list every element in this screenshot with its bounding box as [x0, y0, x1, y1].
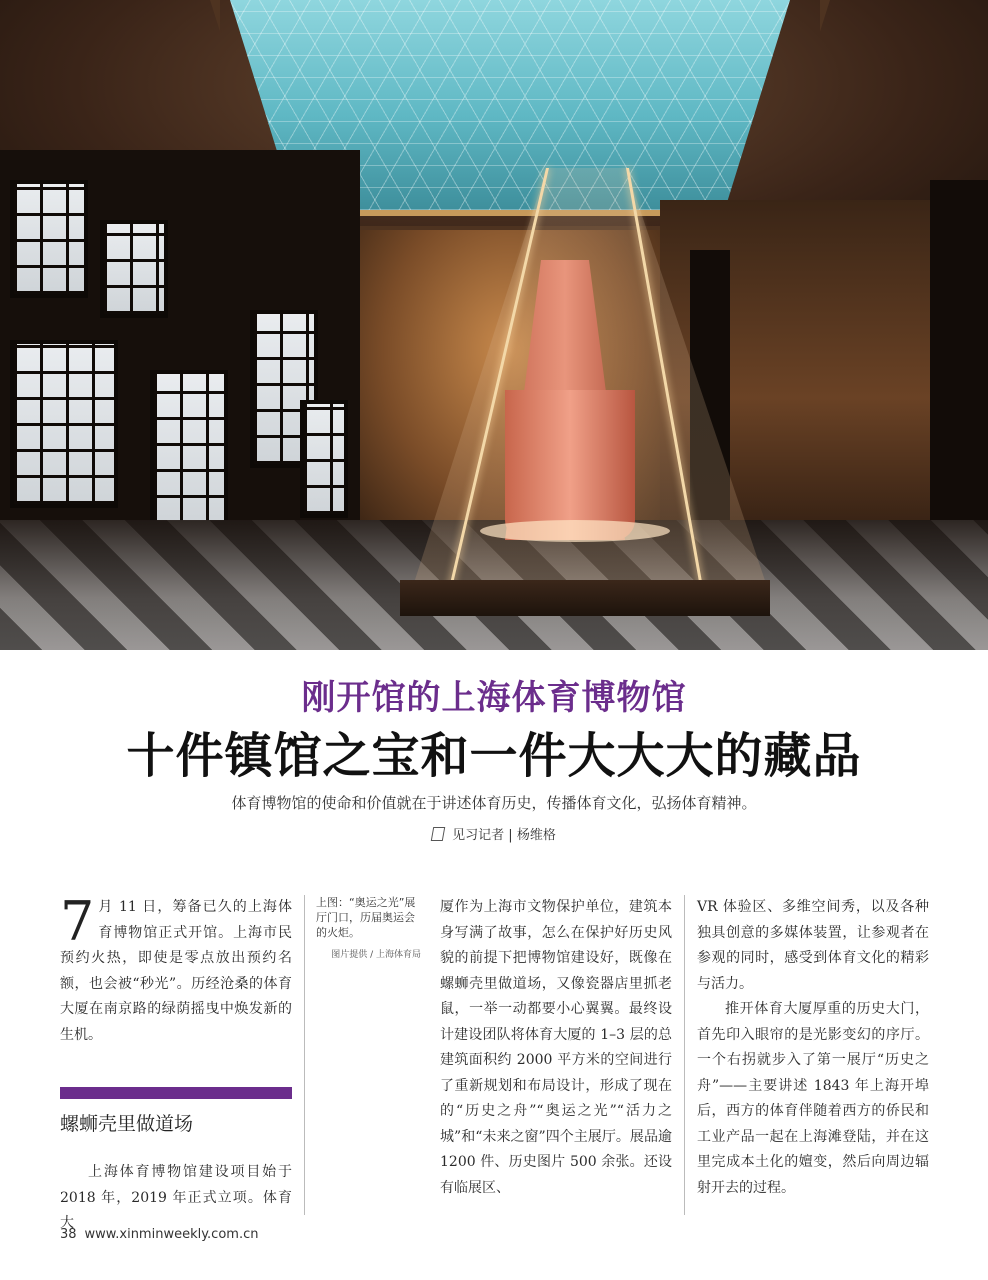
column-1	[60, 890, 292, 1048]
intro-paragraph	[60, 890, 292, 1048]
case-plinth	[400, 580, 770, 616]
folio	[60, 1227, 258, 1242]
pen-icon	[431, 827, 445, 841]
photo-caption: 上图：“奥运之光”展厅门口，历届奥运会的火炬。	[316, 896, 416, 939]
page-number: 38	[60, 1227, 77, 1242]
photo-credit: 图片提供 / 上海体育局	[331, 950, 421, 960]
section-bar	[60, 1087, 292, 1099]
column-2	[440, 895, 672, 1201]
column-rule	[304, 895, 305, 1215]
window	[10, 340, 118, 508]
window	[300, 400, 348, 518]
paragraph: 厦作为上海市文物保护单位，建筑本身写满了故事，怎么在保护好历史风貌的前提下把博物馆建设好，既像在螺蛳壳里做道场，又像瓷器店里抓老鼠，一举一动都要小心翼翼。最终设计建设团队将体育大厦的 1–3 层的总建筑面积约 2000 平方米的空间进行了重新规划和布局设计，形成了现在的“历史之舟”“奥运之光”“活力之城”和“未来之窗”四个主展厅。展品逾 1200 件、历史图片 500 余张。还设有临展区、	[440, 899, 672, 1196]
window	[150, 370, 228, 528]
kicker: 刚开馆的上海体育博物馆	[301, 678, 687, 718]
window	[100, 220, 168, 318]
paragraph: 推开体育大厦厚重的历史大门，首先印入眼帘的是光影变幻的序厅。一个右拐就步入了第一展厅“历史之舟”——主要讲述 1843 年上海开埠后，西方的体育伴随着西方的侨民和工业产品一起在上海滩登陆，并在这里完成本土化的嬗变，然后向周边辐射开去的过程。	[697, 1001, 929, 1196]
light-glow	[480, 520, 670, 542]
dropcap: 7	[60, 890, 95, 953]
intro-text: 月 11 日，筹备已久的上海体育博物馆正式开馆。上海市民预约火热，即使是零点放出预约名额，也会被“秒光”。历经沧桑的体育大厦在南京路的绿荫摇曳中焕发新的生机。	[60, 899, 292, 1043]
byline-text: 见习记者 | 杨维格	[452, 828, 556, 843]
column-1-lower	[60, 1160, 292, 1237]
torch-sculpture-base	[505, 390, 635, 540]
page-title: 十件镇馆之宝和一件大大大的藏品	[126, 728, 862, 784]
window	[10, 180, 88, 298]
byline	[0, 824, 988, 843]
section-title: 螺蛳壳里做道场	[60, 1113, 194, 1135]
column-3	[697, 895, 929, 1201]
paragraph: VR 体验区、多维空间秀，以及各种独具创意的多媒体装置，让参观者在参观的同时，感受到体育文化的精彩与活力。	[697, 899, 929, 992]
paragraph: 上海体育博物馆建设项目始于 2018 年，2019 年正式立项。体育大	[60, 1164, 292, 1231]
site-url: www.xinminweekly.com.cn	[84, 1227, 259, 1242]
deck: 体育博物馆的使命和价值就在于讲述体育历史，传播体育文化，弘扬体育精神。	[231, 794, 757, 812]
column-rule	[684, 895, 685, 1215]
